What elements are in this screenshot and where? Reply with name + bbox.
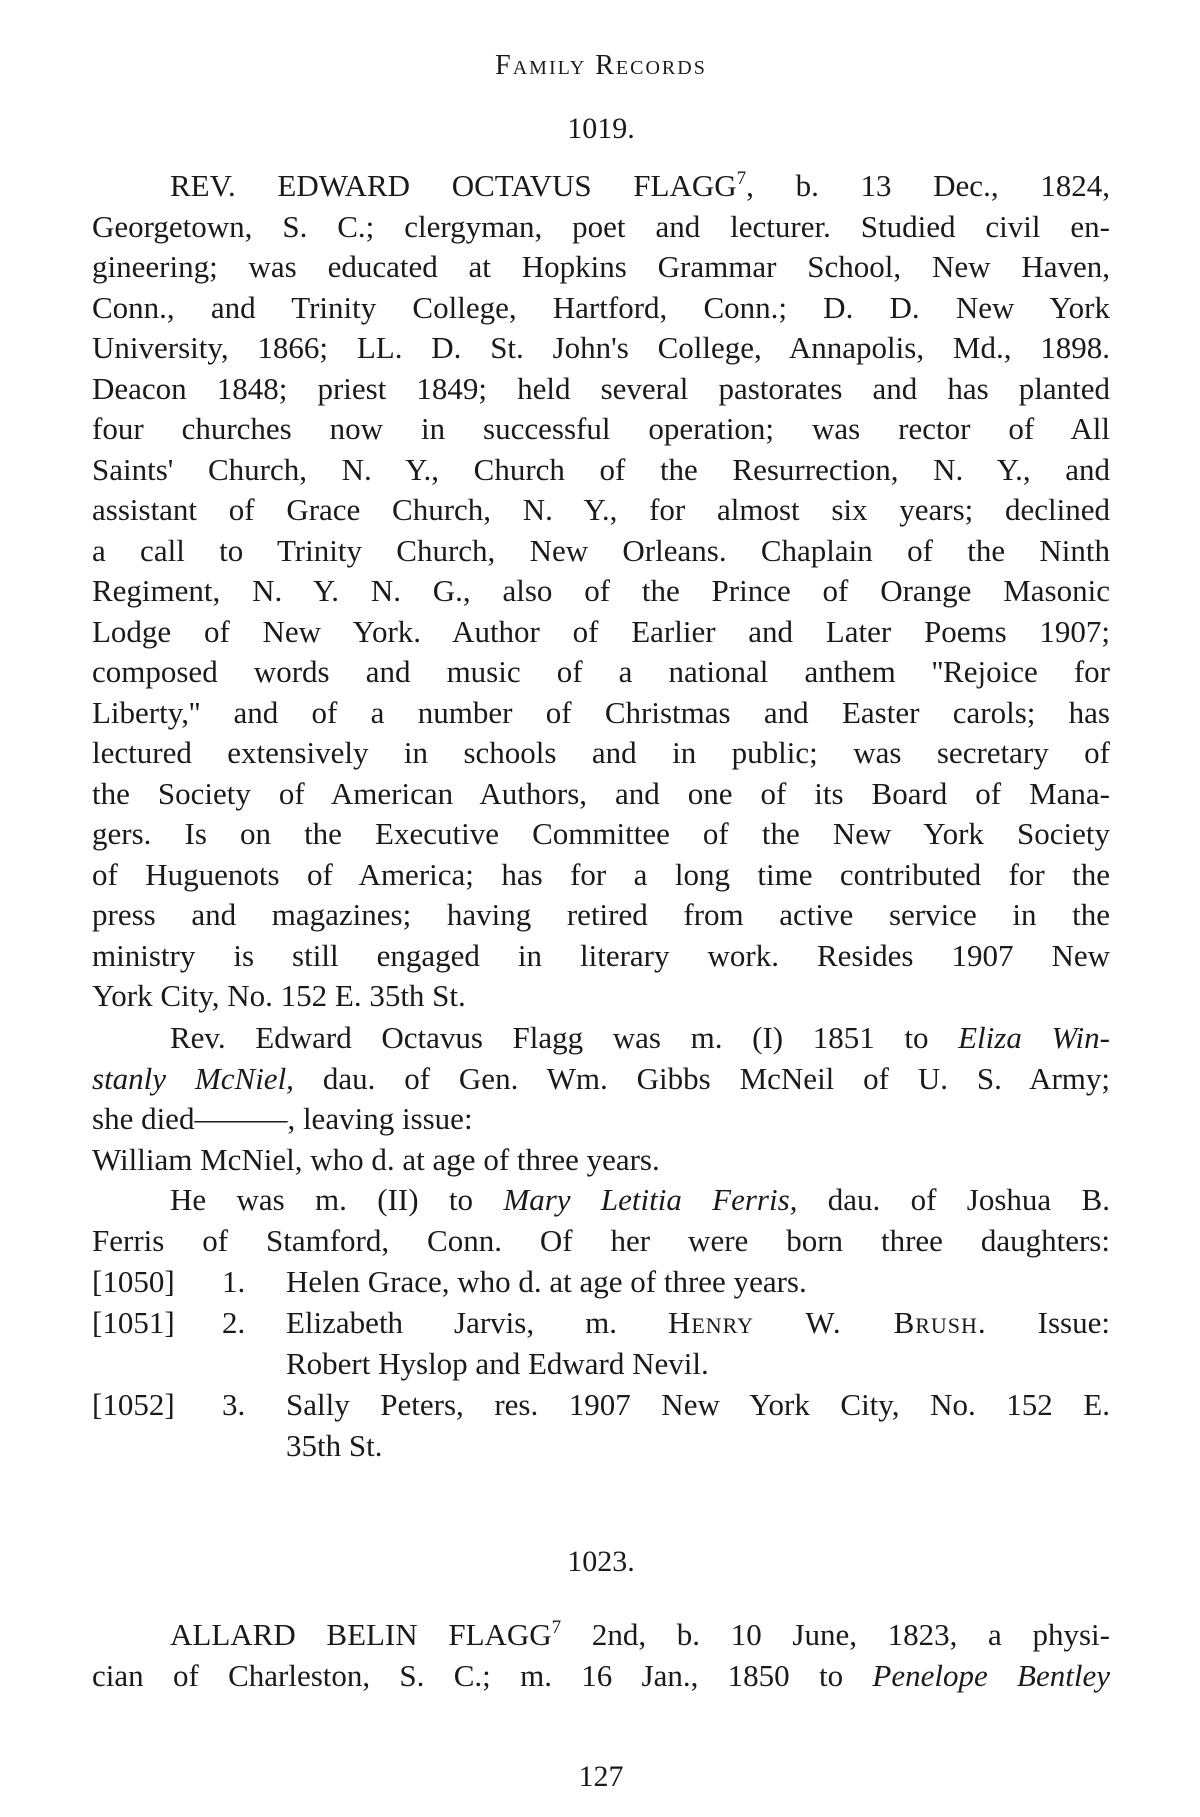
- marriage-1-line-2: [92, 1059, 1110, 1100]
- text-line: of Huguenots of America; has for a long time contributed for the: [92, 856, 1110, 892]
- child-ref-number: [1052]: [92, 1387, 175, 1422]
- text-line: York City, No. 152 E. 35th St.: [92, 978, 466, 1013]
- text-line: University, 1866; LL. D. St. John's College, Annapolis, Md., 1898.: [92, 330, 1110, 365]
- text-line: Regiment, N. Y. N. G., also of the Prince of Orange Masonic: [92, 573, 1110, 608]
- child-text: [286, 1262, 1110, 1303]
- text-line: composed words and music of a national anthem ''Rejoice for: [92, 654, 1110, 689]
- running-head: Family Records: [495, 50, 707, 81]
- marriage-1-line-3: she died———, leaving issue:: [92, 1101, 473, 1136]
- spouse-name: Henry W. Brush.: [667, 1305, 987, 1340]
- child-line: Robert Hyslop and Edward Nevil.: [286, 1345, 709, 1381]
- child-order: 3.: [222, 1387, 246, 1422]
- text-line: a call to Trinity Church, New Orleans. Chaplain of the Ninth: [92, 532, 1110, 568]
- marriage-1-lead: Rev. Edward Octavus Flagg was m. (I) 1851 to: [170, 1020, 959, 1055]
- text-line: gers. Is on the Executive Committee of the New York Society: [92, 816, 1110, 851]
- issue-label: Issue:: [986, 1305, 1110, 1340]
- child-text: [286, 1303, 1110, 1384]
- entry-1023-heading-line: [92, 1615, 1110, 1656]
- entry-1023-residence: cian of Charleston, S. C.; m. 16 Jan., 1850 to: [92, 1657, 873, 1693]
- text-line: Liberty,'' and of a number of Christmas and Easter carols; has: [92, 694, 1110, 730]
- marriage-2-line-2: Ferris of Stamford, Conn. Of her were born three daughters:: [92, 1222, 1110, 1258]
- page-number: 127: [578, 1760, 624, 1793]
- marriage-1-paragraph: [92, 1018, 1110, 1180]
- marriage-1-parentage: dau. of Gen. Wm. Gibbs McNeil of U. S. Army;: [293, 1060, 1110, 1096]
- entry-1019-name: REV. EDWARD OCTAVUS FLAGG: [170, 168, 737, 203]
- child-ref-number: [1051]: [92, 1305, 175, 1340]
- text-line: four churches now in successful operation; was rector of All: [92, 411, 1110, 446]
- marriage-1-issue: William McNiel, who d. at age of three years.: [92, 1141, 660, 1177]
- child-name-marriage: Elizabeth Jarvis, m.: [286, 1305, 668, 1340]
- text-line: assistant of Grace Church, N. Y., for almost six years; declined: [92, 492, 1110, 527]
- entry-1023-name: ALLARD BELIN FLAGG: [170, 1617, 552, 1652]
- entry-1019-birth: , b. 13 Dec., 1824,: [746, 168, 1110, 203]
- child-line: Helen Grace, who d. at age of three years.: [286, 1264, 807, 1299]
- text-line: ministry is still engaged in literary work. Resides 1907 New: [92, 937, 1110, 973]
- text-line: Lodge of New York. Author of Earlier and Later Poems 1907;: [92, 613, 1110, 649]
- text-line: Saints' Church, N. Y., Church of the Resurrection, N. Y., and: [92, 451, 1110, 487]
- marriage-2-parentage: dau. of Joshua B.: [797, 1182, 1110, 1217]
- marriage-1-line-1: [92, 1018, 1110, 1059]
- child-line: 35th St.: [286, 1427, 383, 1463]
- text-line: Deacon 1848; priest 1849; held several pastorates and has planted: [92, 370, 1110, 406]
- generation-superscript: 7: [736, 168, 747, 189]
- child-line: Sally Peters, res. 1907 New York City, No. 152 E.: [286, 1387, 1110, 1422]
- child-order: 2.: [222, 1305, 246, 1340]
- child-ref-number: [1050]: [92, 1264, 175, 1299]
- child-text: [286, 1385, 1110, 1466]
- entry-1023-wife-name: Penelope Bentley: [872, 1657, 1110, 1693]
- generation-superscript: 7: [551, 1617, 562, 1638]
- text-line: press and magazines; having retired from active service in the: [92, 897, 1110, 932]
- entry-1019-body: [92, 166, 1110, 1017]
- entry-1023-birth: 2nd, b. 10 June, 1823, a physi-: [561, 1617, 1110, 1652]
- child-order: 1.: [222, 1264, 246, 1299]
- entry-1023-line-2: [92, 1656, 1110, 1697]
- entry-number-1023: 1023.: [567, 1545, 635, 1578]
- wife-name-part-1: Eliza Win-: [958, 1020, 1110, 1055]
- child-line: [286, 1303, 1110, 1344]
- text-line: gineering; was educated at Hopkins Grammar School, New Haven,: [92, 249, 1110, 284]
- marriage-2-lead: He was m. (II) to: [170, 1182, 504, 1217]
- text-line: Georgetown, S. C.; clergyman, poet and lecturer. Studied civil en-: [92, 208, 1110, 244]
- text-line: Conn., and Trinity College, Hartford, Conn.; D. D. New York: [92, 289, 1110, 325]
- entry-number-1019: 1019.: [567, 112, 635, 145]
- marriage-2-paragraph: [92, 1180, 1110, 1261]
- entry-1023-body: [92, 1615, 1110, 1696]
- entry-1019-heading-line: [92, 166, 1110, 207]
- text-line: lectured extensively in schools and in public; was secretary of: [92, 735, 1110, 770]
- marriage-2-line-1: [92, 1180, 1110, 1221]
- second-wife-name: Mary Letitia Ferris,: [503, 1182, 798, 1217]
- text-line: the Society of American Authors, and one of its Board of Mana-: [92, 775, 1110, 811]
- wife-name-part-2: stanly McNiel,: [92, 1060, 294, 1096]
